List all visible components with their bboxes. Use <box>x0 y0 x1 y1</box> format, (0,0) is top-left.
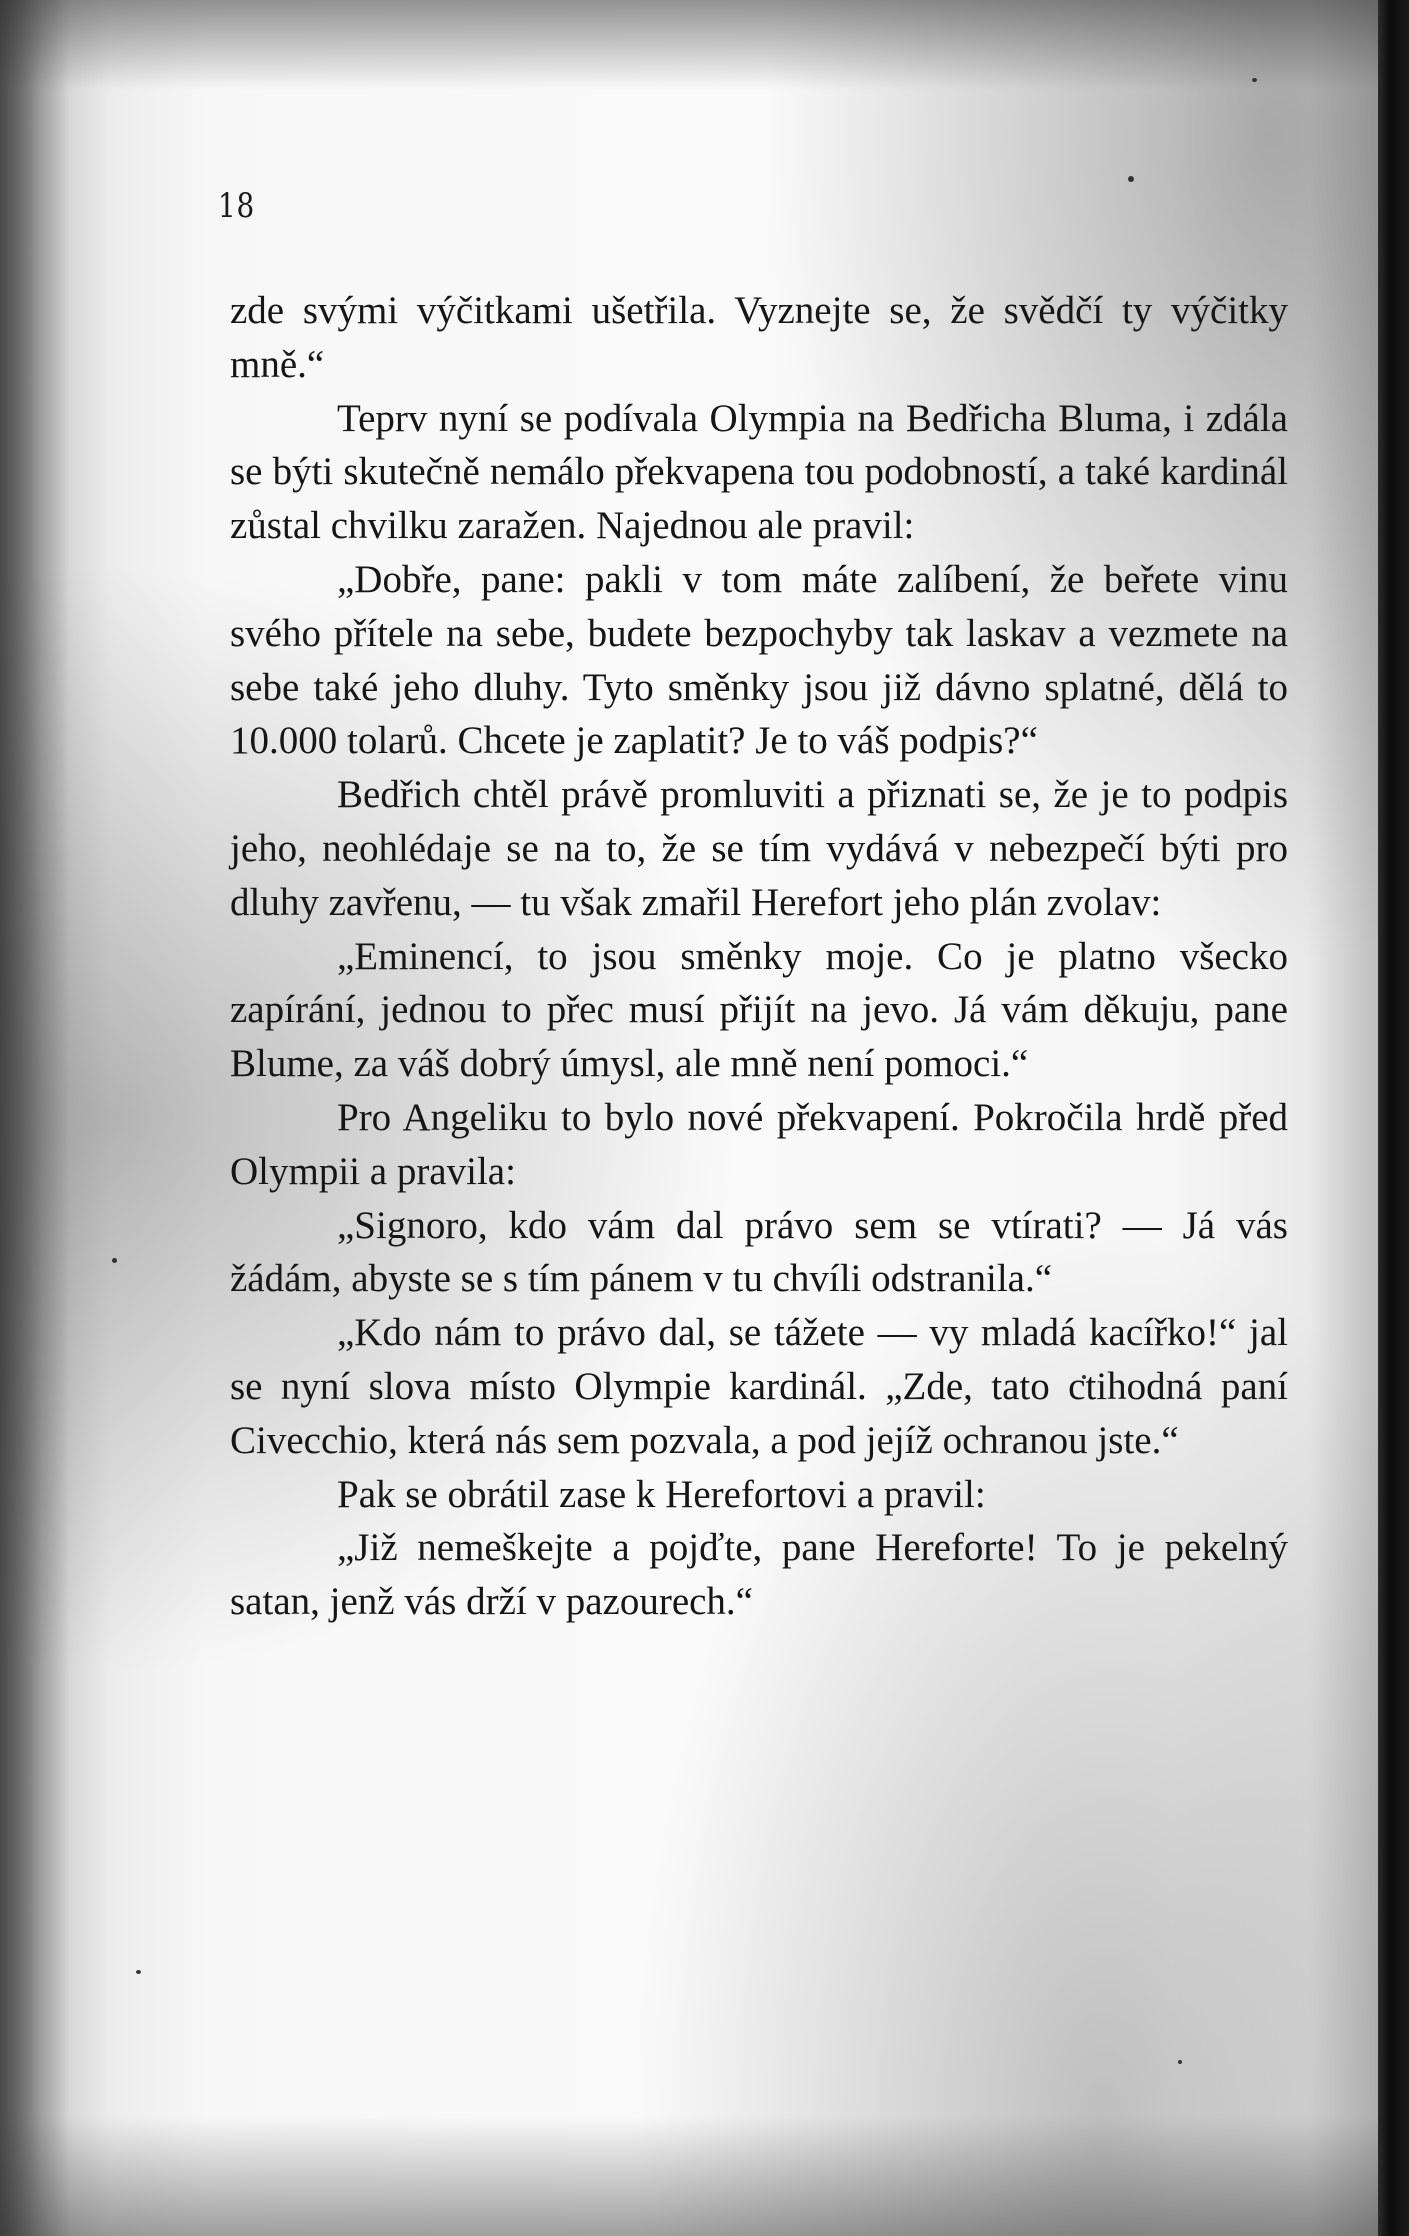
paragraph: „Kdo nám to právo dal, se tážete — vy mladá kacířko!“ jal se nyní slova místo Olympie kardinál. „Zde, tato ctihodná paní Civecchio, která nás sem pozvala, a pod jejíž ochranou jste.“ <box>230 1311 1288 1462</box>
paragraph: „Signoro, kdo vám dal právo sem se vtírati? — Já vás žádám, abyste se s tím pánem v tu chvíli odstranila.“ <box>230 1203 1288 1301</box>
scan-shadow-left <box>0 0 70 2236</box>
scan-shadow-bottom <box>0 2116 1378 2236</box>
paragraph: Pro Angeliku to bylo nové překvapení. Pokročila hrdě před Olympii a pravila: <box>230 1095 1288 1193</box>
scan-speck <box>1252 78 1257 82</box>
paragraph: „Již nemeškejte a pojďte, pane Hereforte! To je pekelný satan, jenž vás drží v pazourech.“ <box>230 1526 1288 1624</box>
scan-speck <box>112 1258 117 1263</box>
body-text <box>230 284 1288 1629</box>
paragraph: Pak se obrátil zase k Herefortovi a pravil: <box>337 1472 986 1516</box>
paragraph: Teprv nyní se podívala Olympia na Bedřicha Bluma, i zdála se býti skutečně nemálo překvapena tou podobností, a také kardinál zůstal chvilku zaražen. Najednou ale pravil: <box>230 396 1288 548</box>
paragraph: zde svými výčitkami ušetřila. Vyznejte se, že svědčí ty výčitky mně.“ <box>230 289 1288 386</box>
page-number: 18 <box>218 186 256 226</box>
scan-speck <box>1178 2060 1182 2064</box>
scan-shadow-top <box>0 0 1378 90</box>
book-binding-edge <box>1378 0 1409 2236</box>
scan-speck <box>136 1970 141 1974</box>
paragraph: „Eminencí, to jsou směnky moje. Co je platno všecko zapírání, jednou to přec musí přijít na jevo. Já vám děkuju, pane Blume, za váš dobrý úmysl, ale mně není pomoci.“ <box>230 934 1288 1086</box>
paragraph: Bedřich chtěl právě promluviti a přiznati se, že je to podpis jeho, neohlédaje se na to, že se tím vydává v nebezpečí býti pro dluhy zavřenu, — tu však zmařil Herefort jeho plán zvolav: <box>230 773 1288 924</box>
scan-speck <box>1128 176 1134 182</box>
paragraph: „Dobře, pane: pakli v tom máte zalíbení, že beřete vinu svého přítele na sebe, budete bezpochyby tak laskav a vezmete na sebe také jeho dluhy. Tyto směnky jsou již dávno splatné, dělá to 10.000 tolarů. Chcete je zaplatit? Je to váš podpis?“ <box>230 557 1288 763</box>
